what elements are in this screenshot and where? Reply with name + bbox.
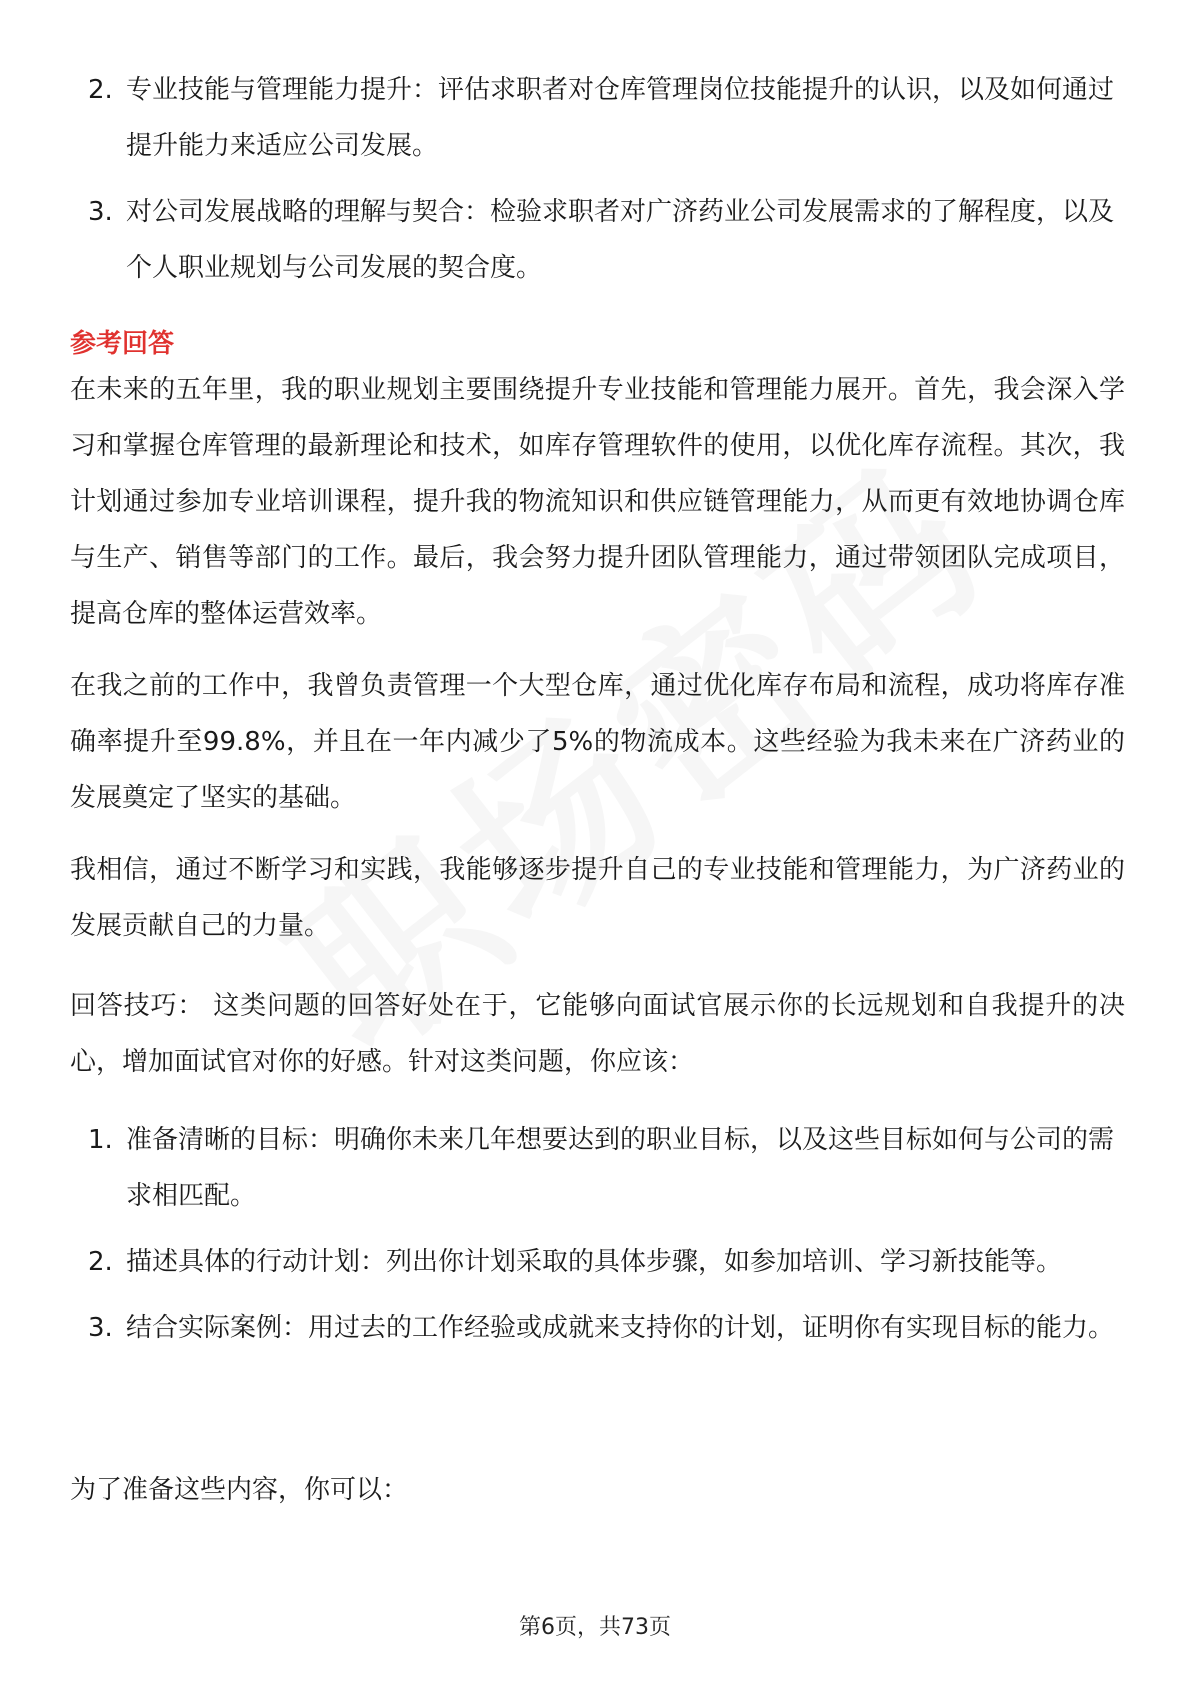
list-number: 2. [88, 75, 113, 105]
list-number: 3. [88, 197, 113, 227]
section-title: 参考回答 [70, 329, 175, 359]
answer-paragraph-1: 在未来的五年里，我的职业规划主要围绕提升专业技能和管理能力展开。首先，我会深入学习和掌握仓库管理的最新理论和技术，如库存管理软件的使用，以优化库存流程。其次，我计划通过参加专业培训课程，提升我的物流知识和供应链管理能力，从而更有效地协调仓库与生产、销售等部门的工作。最后，我会努力提升团队管理能力，通过带领团队完成项目，提高仓库的整体运营效率。 [70, 375, 1125, 629]
tips-intro-paragraph: 回答技巧： 这类问题的回答好处在于，它能够向面试官展示你的长远规划和自我提升的决心，增加面试官对你的好感。针对这类问题，你应该： [70, 991, 1125, 1077]
list-item [70, 1234, 1120, 1290]
list-item [70, 184, 1120, 296]
closing-paragraph: 为了准备这些内容，你可以： [70, 1475, 409, 1505]
list-item [70, 1112, 1120, 1224]
list-text: 描述具体的行动计划：列出你计划采取的具体步骤，如参加培训、学习新技能等。 [126, 1247, 1063, 1277]
list-number: 3. [88, 1313, 113, 1343]
answer-paragraph-3: 我相信，通过不断学习和实践，我能够逐步提升自己的专业技能和管理能力，为广济药业的发展贡献自己的力量。 [70, 855, 1125, 941]
tips-list [70, 1112, 1120, 1366]
list-text: 结合实际案例：用过去的工作经验或成就来支持你的计划，证明你有实现目标的能力。 [126, 1313, 1115, 1343]
list-item [70, 62, 1120, 174]
answer-paragraph-2: 在我之前的工作中，我曾负责管理一个大型仓库，通过优化库存布局和流程，成功将库存准确率提升至99.8%，并且在一年内减少了5%的物流成本。这些经验为我未来在广济药业的发展奠定了坚实的基础。 [70, 671, 1125, 813]
list-text: 对公司发展战略的理解与契合：检验求职者对广济药业公司发展需求的了解程度，以及个人职业规划与公司发展的契合度。 [126, 197, 1115, 283]
page-footer: 第6页，共73页 [519, 1615, 671, 1640]
list-item [70, 1300, 1120, 1356]
list-text: 准备清晰的目标：明确你未来几年想要达到的职业目标，以及这些目标如何与公司的需求相匹配。 [126, 1125, 1115, 1211]
list-number: 2. [88, 1247, 113, 1277]
list-text: 专业技能与管理能力提升：评估求职者对仓库管理岗位技能提升的认识，以及如何通过提升能力来适应公司发展。 [126, 75, 1115, 161]
requirements-list [70, 62, 1120, 306]
list-number: 1. [88, 1125, 113, 1155]
